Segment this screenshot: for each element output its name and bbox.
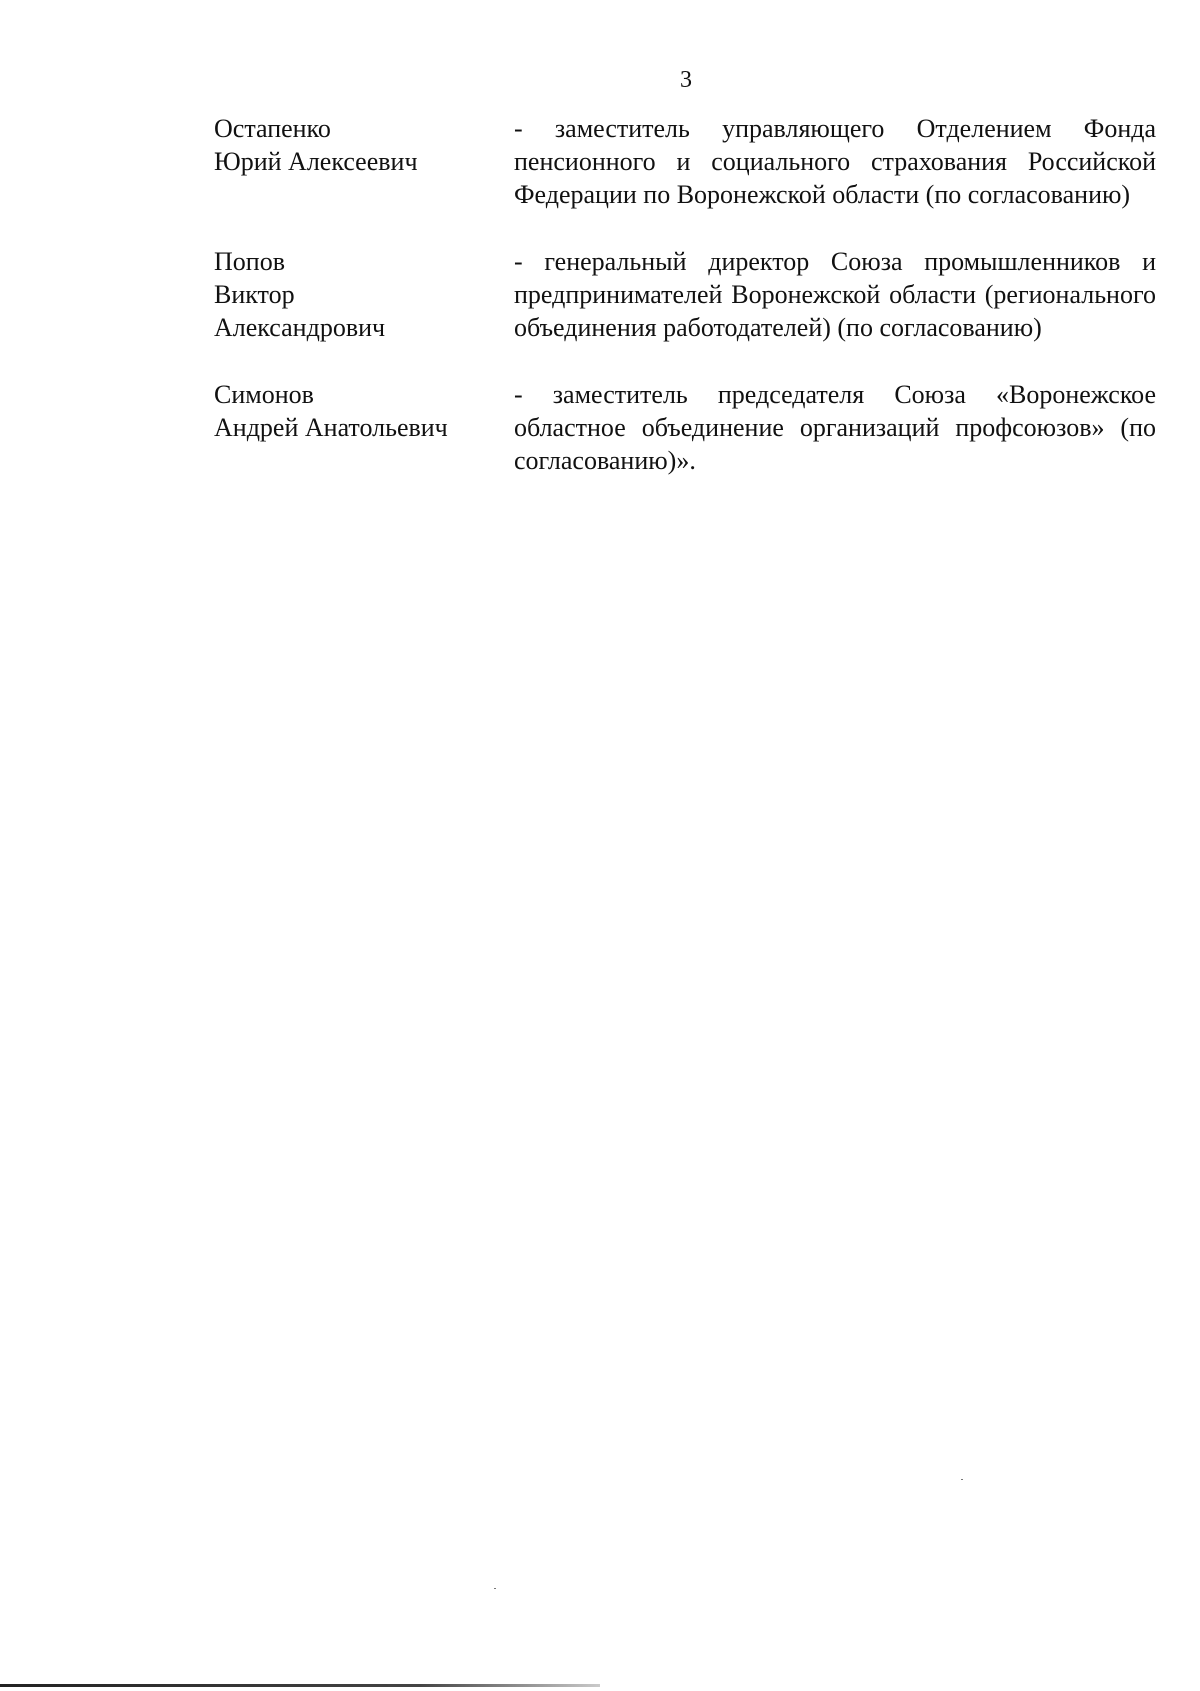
member-entry [214,378,1156,477]
member-name [214,245,514,344]
member-given-names: Андрей Анатольевич [214,413,448,442]
member-entry [214,112,1156,211]
scan-speck [961,1479,963,1480]
member-role: - заместитель управляющего Отделением Фонда пенсионного и социального страхования Российской Федерации по Воронежской области (по согласованию) [514,114,1156,209]
member-name [214,112,514,211]
member-surname: Попов [214,247,285,276]
member-role: - заместитель председателя Союза «Воронежское областное объединение организаций профсоюзов» (по согласованию)». [514,380,1156,475]
member-surname: Симонов [214,380,314,409]
page-number: 3 [680,67,692,93]
members-list [214,112,1156,511]
member-given-names: Юрий Алексеевич [214,147,418,176]
scan-speck [494,1588,496,1589]
member-given-name: Виктор [214,280,295,309]
scan-edge-line [0,1684,600,1687]
member-role: - генеральный директор Союза промышленников и предпринимателей Воронежской области (регионального объединения работодателей) (по согласованию) [514,247,1156,342]
member-surname: Остапенко [214,114,331,143]
member-entry [214,245,1156,344]
member-patronymic: Александрович [214,313,386,342]
member-name [214,378,514,477]
